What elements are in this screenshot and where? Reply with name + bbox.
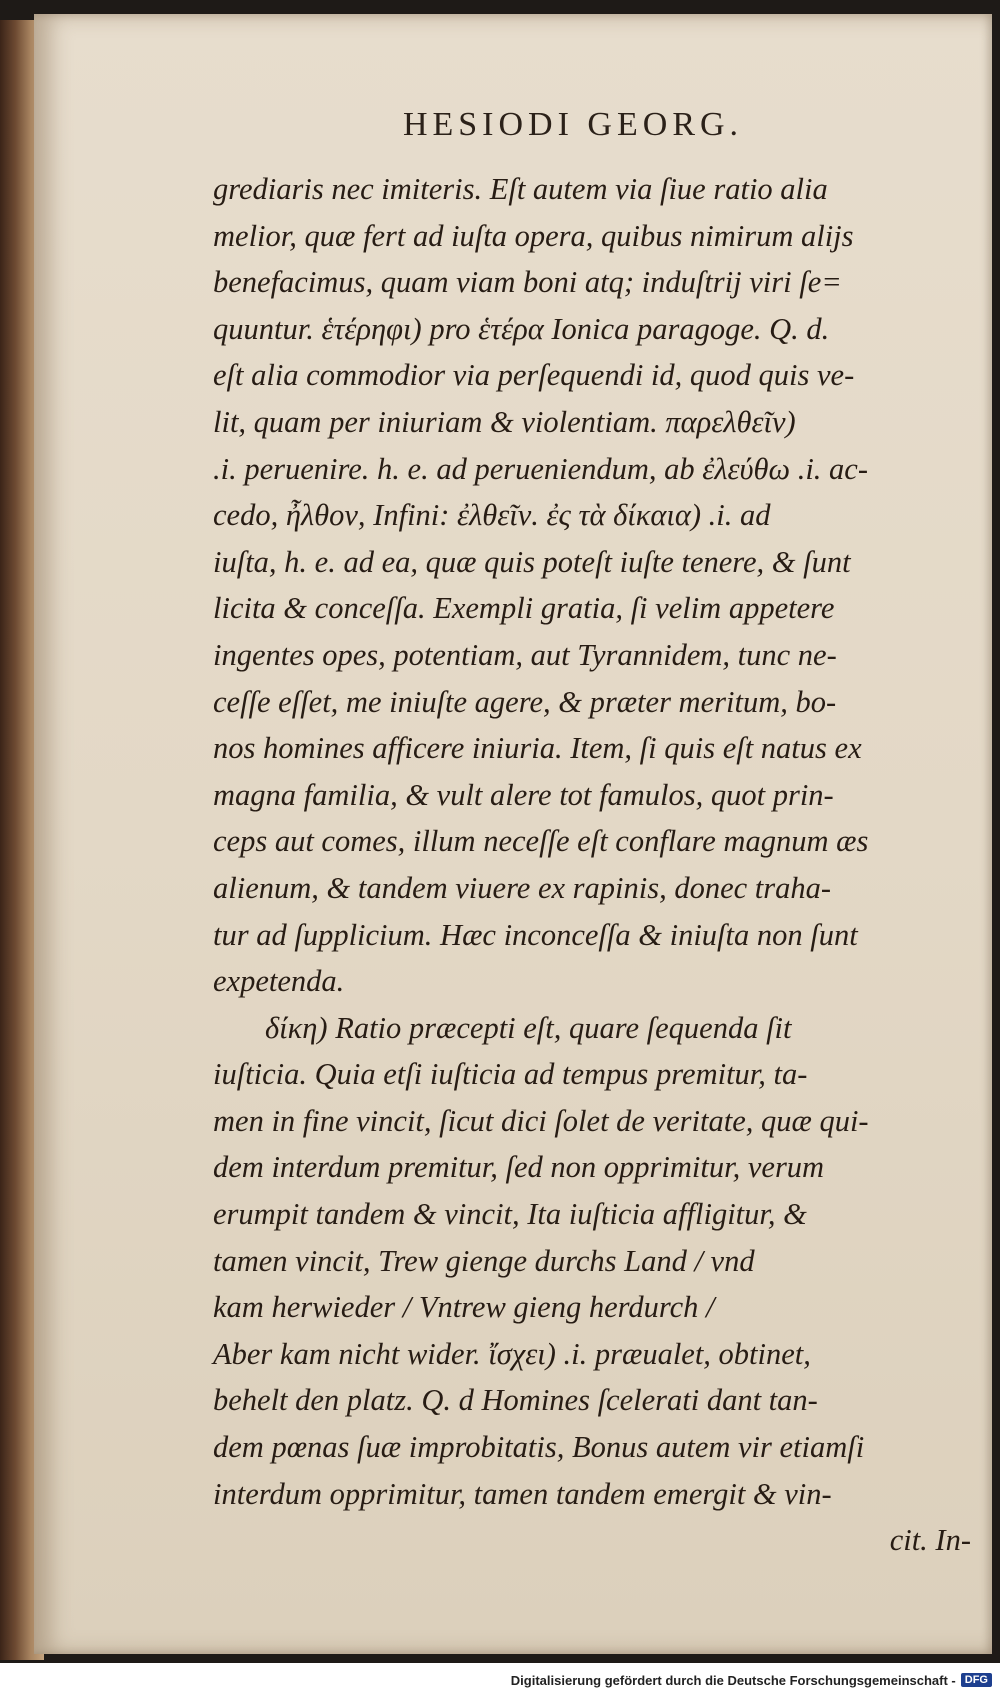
text-line: iuſta, h. e. ad ea, quæ quis poteſt iuſte tenere, & ſunt xyxy=(213,544,851,579)
text-line: .i. peruenire. h. e. ad perueniendum, ab ἐλεύθω .i. ac- xyxy=(213,451,868,486)
text-line: lit, quam per iniuriam & violentiam. παρελθεῖν) xyxy=(213,404,796,439)
text-line: melior, quæ fert ad iuſta opera, quibus nimirum alijs xyxy=(213,218,854,253)
text-line: ceſſe eſſet, me iniuſte agere, & præter meritum, bo- xyxy=(213,684,837,719)
text-line: ceps aut comes, illum neceſſe eſt conflare magnum æs xyxy=(213,824,869,859)
text-line: dem interdum premitur, ſed non opprimitur, verum xyxy=(213,1150,825,1185)
paragraph-start-line: δίκη) Ratio præcepti eſt, quare ſequenda ſit xyxy=(265,1010,792,1045)
book-page xyxy=(34,14,992,1654)
text-line: eſt alia commodior via perſequendi id, quod quis ve- xyxy=(213,358,855,393)
text-line: men in fine vincit, ſicut dici ſolet de veritate, quæ qui- xyxy=(213,1103,869,1138)
catchword: cit. In- xyxy=(889,1523,971,1558)
running-head: HESIODI GEORG. xyxy=(402,106,744,143)
text-line: behelt den platz. Q. d Homines ſcelerati dant tan- xyxy=(213,1383,818,1418)
text-line: magna familia, & vult alere tot famulos, quot prin- xyxy=(213,777,834,812)
text-line: tur ad ſupplicium. Hæc inconceſſa & iniuſta non ſunt xyxy=(213,917,858,952)
text-line: erumpit tandem & vincit, Ita iuſticia affligitur, & xyxy=(213,1197,807,1232)
text-line: alienum, & tandem viuere ex rapinis, donec traha- xyxy=(213,870,832,905)
text-line: expetenda. xyxy=(213,964,345,999)
text-line: cedo, ἦλθον, Infini: ἐλθεῖν. ἐς τὰ δίκαια) .i. ad xyxy=(213,498,771,533)
digitization-credit: Digitalisierung gefördert durch die Deutsche Forschungsgemeinschaft - xyxy=(510,1672,956,1688)
text-line: licita & conceſſa. Exempli gratia, ſi velim appetere xyxy=(213,591,835,626)
text-line: grediaris nec imiteris. Eſt autem via ſiue ratio alia xyxy=(213,172,828,206)
text-line: dem pœnas ſuæ improbitatis, Bonus autem vir etiamſi xyxy=(213,1430,865,1465)
dfg-logo-icon: DFG xyxy=(961,1673,992,1687)
text-line: nos homines afficere iniuria. Item, ſi quis eſt natus ex xyxy=(213,731,862,766)
text-line: iuſticia. Quia etſi iuſticia ad tempus premitur, ta- xyxy=(213,1057,808,1092)
text-line: ingentes opes, potentiam, aut Tyrannidem, tunc ne- xyxy=(213,637,837,672)
text-line: kam herwieder / Vntrew gieng herdurch / xyxy=(213,1290,715,1325)
text-line: tamen vincit, Trew gienge durchs Land / vnd xyxy=(213,1243,755,1278)
text-line: quuntur. ἑτέρηφι) pro ἑτέρα Ionica paragoge. Q. d. xyxy=(213,311,830,346)
digitization-credit-bar xyxy=(0,1663,1000,1697)
text-line: benefacimus, quam viam boni atq; induſtrij viri ſe= xyxy=(213,265,842,300)
text-line: Aber kam nicht wider. ἴσχει) .i. præualet, obtinet, xyxy=(213,1336,811,1371)
text-line: interdum opprimitur, tamen tandem emergit & vin- xyxy=(213,1476,832,1511)
body-text xyxy=(213,166,993,1564)
